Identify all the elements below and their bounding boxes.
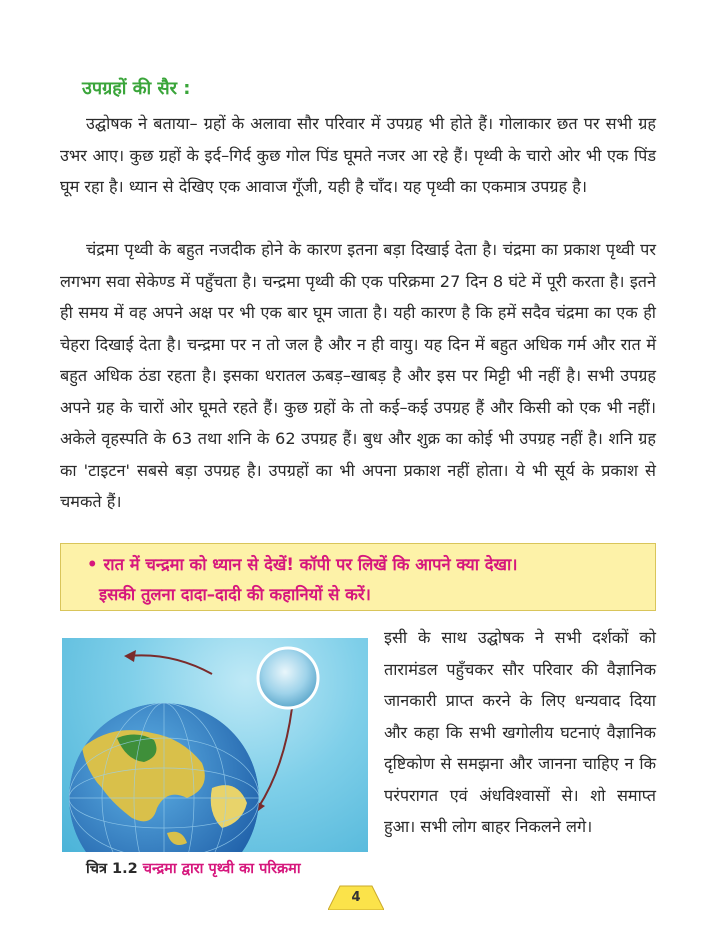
orbit-arrowhead-upper [124,650,136,662]
paragraph-conclusion: इसी के साथ उद्घोषक ने सभी दर्शकों को तारामंडल पहुँचकर सौर परिवार की वैज्ञानिक जानकारी प्राप्त करने के लिए धन्यवाद दिया और कहा कि सभी खगोलीय घटनाएं वैज्ञानिक दृष्टिकोण से समझना और जानना चाहिए न कि परंपरागत एवं अंधविश्वासों से। शो समाप्त हुआ। सभी लोग बाहर निकलने लगे। [384,628,656,836]
page-number-badge [328,884,384,910]
activity-box [60,543,656,611]
figure-caption [86,858,301,878]
earth-moon-figure [62,638,368,852]
orbit-arrow-lower [258,708,292,808]
paragraph-moon-facts: चंद्रमा पृथ्वी के बहुत नजदीक होने के कारण इतना बड़ा दिखाई देता है। चंद्रमा का प्रकाश पृथ्वी पर लगभग सवा सेकेण्ड में पहुँचता है। चन्द्रमा पृथ्वी की एक परिक्रमा 27 दिन 8 घंटे में पूरी करता है। इतने ही समय में वह अपने अक्ष पर भी एक बार घूम जाता है। यही कारण है कि हमें सदैव चंद्रमा का एक ही चेहरा दिखाई देता है। चन्द्रमा पर न तो जल है और न ही वायु। यह दिन में बहुत अधिक गर्म और रात में बहुत अधिक ठंडा रहता है। इसका धरातल ऊबड़–खाबड़ है और इस पर मिट्टी भी नहीं है। सभी उपग्रह अपने ग्रह के चारों ओर घूमते रहते हैं। कुछ ग्रहों के तो कई–कई उपग्रह हैं और किसी को एक भी नहीं। अकेले वृहस्पति के 63 तथा शनि के 62 उपग्रह हैं। बुध और शुक्र का कोई भी उपग्रह नहीं है। शनि ग्रह का 'टाइटन' सबसे बड़ा उपग्रह है। उपग्रहों का भी अपना प्रकाश नहीं होता। ये भी सूर्य के प्रकाश से चमकते हैं। [60,240,656,511]
activity-line-2: इसकी तुलना दादा–दादी की कहानियों से करें। [99,585,371,604]
orbit-arrow-upper [128,655,212,674]
section-heading: उपग्रहों की सैर : [82,78,191,99]
earth-icon [69,703,259,852]
caption-number: चित्र 1.2 [86,861,138,877]
earth-moon-illustration [62,638,368,852]
page-number: 4 [351,890,361,905]
caption-text: चन्द्रमा द्वारा पृथ्वी का परिक्रमा [142,861,301,877]
activity-line-1-text: रात में चन्द्रमा को ध्यान से देखें! कॉपी पर लिखें कि आपने क्या देखा। [103,555,518,574]
paragraph-intro: उद्घोषक ने बताया– ग्रहों के अलावा सौर परिवार में उपग्रह भी होते हैं। गोलाकार छत पर सभी ग्रह उभर आए। कुछ ग्रहों के इर्द–गिर्द कुछ गोल पिंड घूमते नजर आ रहे हैं। पृथ्वी के चारो ओर भी एक पिंड घूम रहा है। ध्यान से देखिए एक आवाज गूँजी, यही है चाँद। यह पृथ्वी का एकमात्र उपग्रह है। [60,114,656,196]
moon-icon [258,648,318,708]
activity-line-1 [87,550,645,580]
activity-bullet: • [87,555,98,574]
